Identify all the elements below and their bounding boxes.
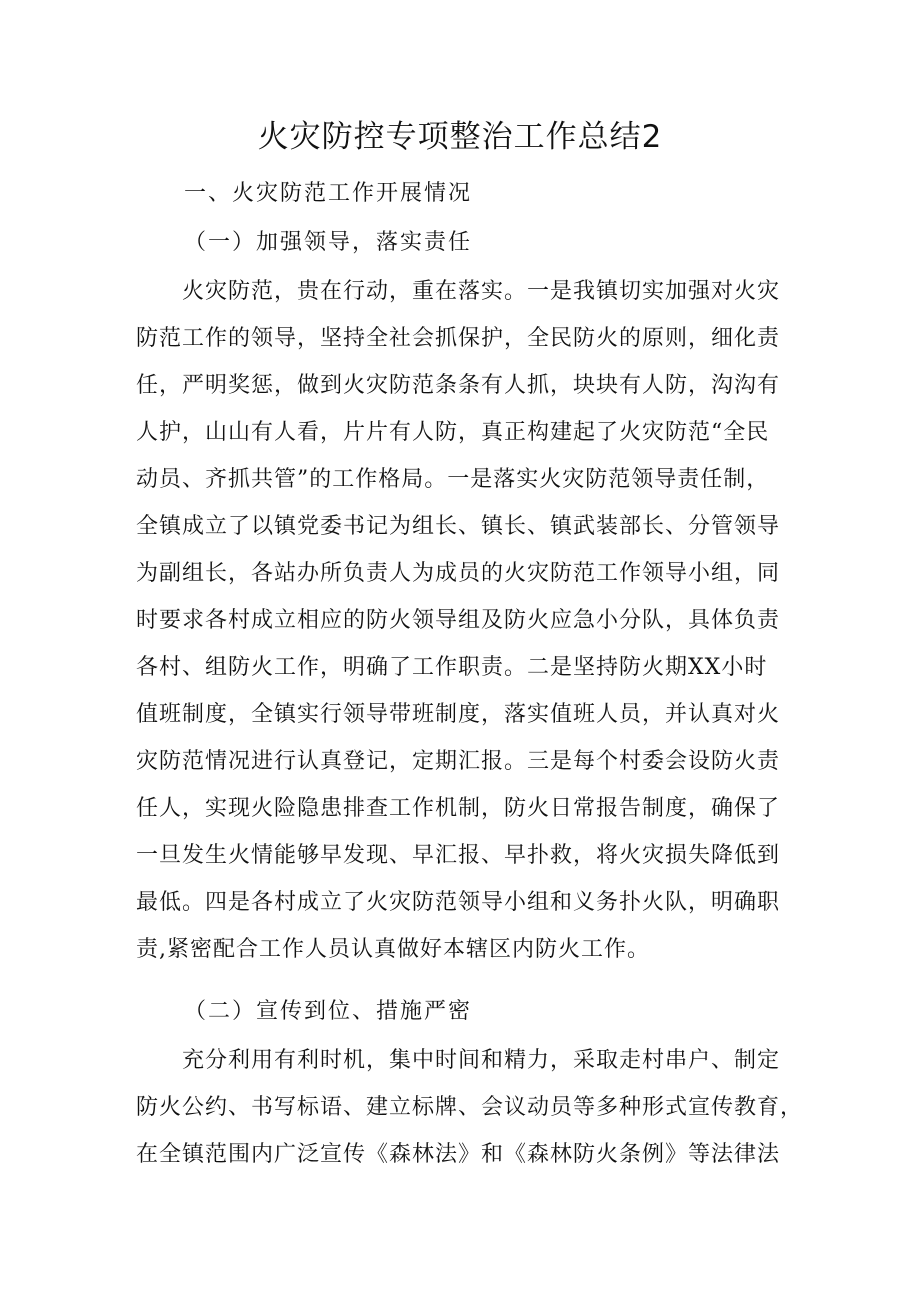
paragraph-line: 任，严明奖惩，做到火灾防范条条有人抓，块块有人防，沟沟有 [136,373,781,398]
paragraph-line: 防范工作的领导，坚持全社会抓保护，全民防火的原则，细化责 [136,326,781,351]
paragraph-line: 在全镇范围内广泛宣传《森林法》和《森林防火条例》等法律法 [136,1142,781,1167]
paragraph-line: 为副组长，各站办所负责人为成员的火灾防范工作领导小组，同 [136,561,781,586]
paragraph-line: 全镇成立了以镇党委书记为组长、镇长、镇武装部长、分管领导 [136,514,781,539]
subsection-heading: （二）宣传到位、措施严密 [184,999,473,1024]
body-paragraph [136,268,796,973]
subsection-heading: （一）加强领导，落实责任 [184,230,473,255]
section-heading: 一、火灾防范工作开展情况 [184,181,473,206]
paragraph-line: 动员、齐抓共管”的工作格局。一是落实火灾防范领导责任制， [136,467,770,492]
paragraph-line: 火灾防范，贵在行动，重在落实。一是我镇切实加强对火灾 [182,279,781,304]
paragraph-line: 一旦发生火情能够早发现、早汇报、早扑救，将火灾损失降低到 [136,843,781,868]
paragraph-line: 人护，山山有人看，片片有人防，真正构建起了火灾防范“全民 [136,420,770,445]
body-paragraph [136,1037,804,1178]
paragraph-line: 防火公约、书写标语、建立标牌、会议动员等多种形式宣传教育， [136,1095,804,1120]
document-title: 火灾防控专项整治工作总结2 [257,119,663,155]
paragraph-line: 各村、组防火工作，明确了工作职责。二是坚持防火期XX小时 [136,655,768,680]
paragraph-line: 时要求各村成立相应的防火领导组及防火应急小分队，具体负责 [136,608,781,633]
paragraph-line: 灾防范情况进行认真登记，定期汇报。三是每个村委会设防火责 [136,749,781,774]
paragraph-line: 值班制度，全镇实行领导带班制度，落实值班人员，并认真对火 [136,702,781,727]
paragraph-line: 充分利用有利时机，集中时间和精力，采取走村串户、制定 [182,1048,781,1073]
paragraph-line: 责,紧密配合工作人员认真做好本辖区内防火工作。 [136,937,650,962]
paragraph-line: 任人，实现火险隐患排查工作机制，防火日常报告制度，确保了 [136,796,781,821]
paragraph-line: 最低。四是各村成立了火灾防范领导小组和义务扑火队，明确职 [136,890,781,915]
